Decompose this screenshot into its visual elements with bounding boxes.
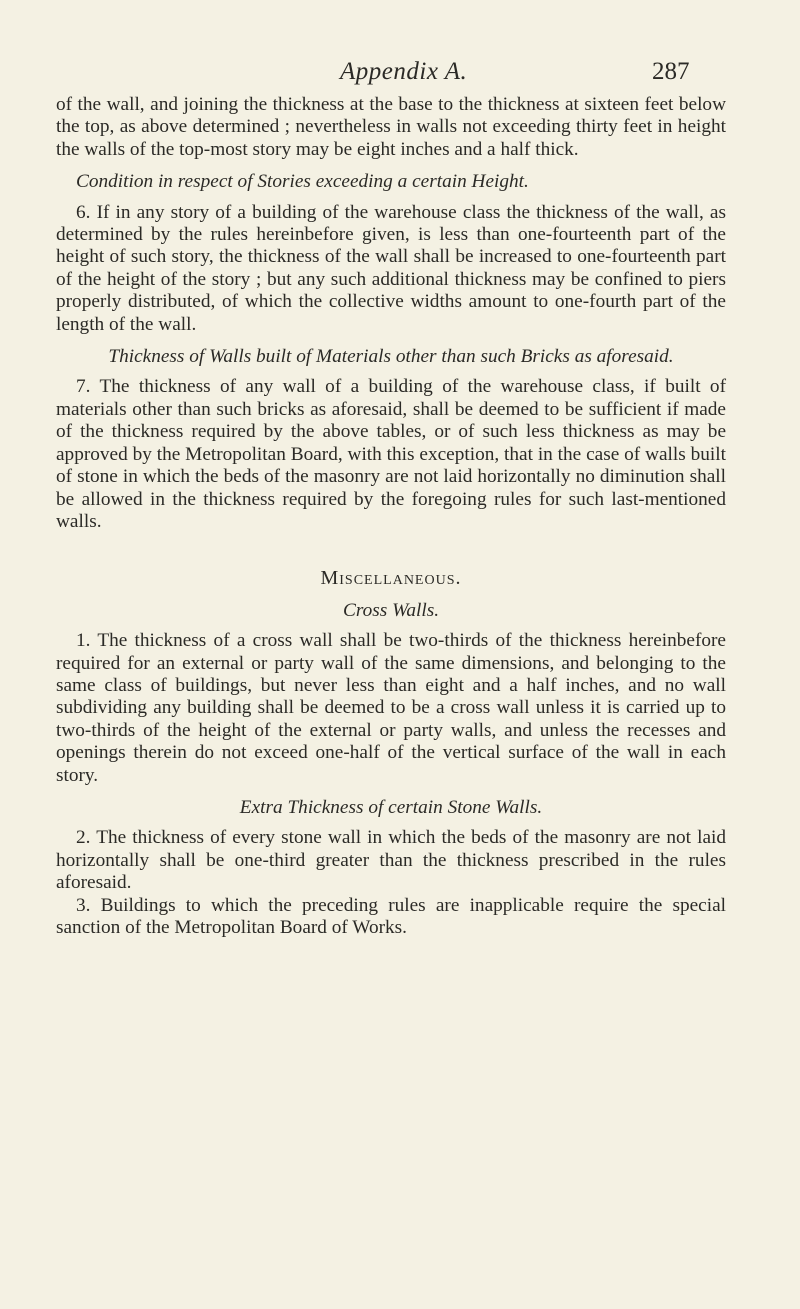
running-head-title: Appendix A. <box>340 58 468 85</box>
paragraph-3: 3. Buildings to which the preceding rules are inapplicable require the special sanction of the Metropolitan Board of Works. <box>56 894 726 938</box>
subheading-condition: Condition in respect of Stories exceeding a certain Height. <box>76 171 529 193</box>
paragraph-2: 2. The thickness of every stone wall in which the beds of the masonry are not laid horizontally shall be one-third greater than the thickness prescribed in the rules aforesaid. <box>56 827 726 894</box>
paragraph-continuation: of the wall, and joining the thickness at the base to the thickness at sixteen feet below the top, as above determined ; nevertheless in walls not exceeding thirty feet in height the walls of the top-most story may be eight inches and a half thick. <box>56 94 726 160</box>
section-heading-miscellaneous: Miscellaneous. <box>320 567 462 590</box>
subheading-cross-walls: Cross Walls. <box>342 599 440 621</box>
page-body <box>56 94 726 939</box>
running-head <box>0 58 800 92</box>
page-number: 287 <box>652 58 690 85</box>
paragraph-1: 1. The thickness of a cross wall shall be two-thirds of the thickness hereinbefore required for an external or party wall of the same dimensions, and belonging to the same class of buildings, but never less than eight and a half inches, and no wall subdividing any building shall be deemed to be a cross wall unless it is carried up to two-thirds of the height of the external or party walls, and unless the recesses and openings therein do not exceed one-half of the vertical surface of the wall in each story. <box>56 630 726 786</box>
paragraph-6: 6. If in any story of a building of the warehouse class the thickness of the wall, as determined by the rules hereinbefore given, is less than one-fourteenth part of the height of such story, the thickness of the wall shall be increased to one-fourteenth part of the height of the story ; but any such additional thickness may be confined to piers properly distributed, of which the collective widths amount to one-fourth part of the length of the wall. <box>56 201 726 335</box>
paragraph-7: 7. The thickness of any wall of a building of the warehouse class, if built of materials other than such bricks as aforesaid, shall be deemed to be sufficient if made of the thickness required by the above tables, or of such less thickness as may be approved by the Metropolitan Board, with this exception, that in the case of walls built of stone in which the beds of the masonry are not laid horizontally no diminution shall be allowed in the thickness required by the foregoing rules for such last-mentioned walls. <box>56 376 726 532</box>
subheading-extra-thickness: Extra Thickness of certain Stone Walls. <box>239 796 543 818</box>
subheading-thickness: Thickness of Walls built of Materials other than such Bricks as aforesaid. <box>108 346 674 368</box>
